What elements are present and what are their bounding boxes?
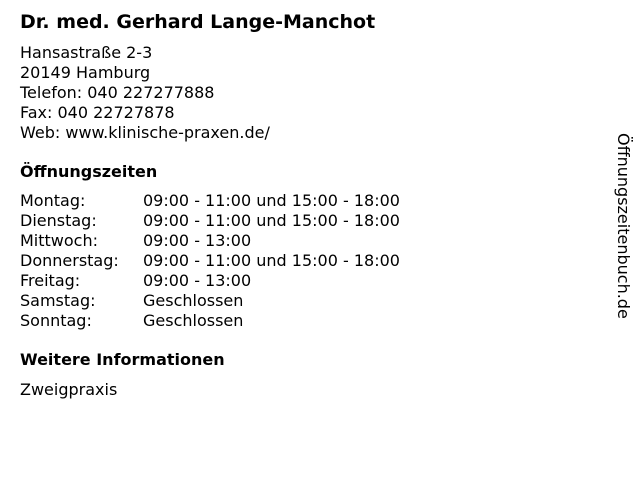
hours-day: Montag: — [20, 191, 86, 210]
hours-time: 09:00 - 11:00 und 15:00 - 18:00 — [143, 211, 400, 230]
hours-day: Freitag: — [20, 271, 81, 290]
hours-day: Samstag: — [20, 291, 96, 310]
hours-row-tuesday — [20, 211, 600, 231]
hours-time: Geschlossen — [143, 311, 244, 330]
further-info-heading: Weitere Informationen — [20, 350, 225, 369]
hours-row-friday — [20, 271, 600, 291]
hours-day: Dienstag: — [20, 211, 97, 230]
brand-watermark — [613, 133, 633, 363]
city-line: 20149 Hamburg — [20, 63, 151, 82]
fax-line: Fax: 040 22727878 — [20, 103, 175, 122]
further-info-text: Zweigpraxis — [20, 380, 118, 399]
practice-name: Dr. med. Gerhard Lange-Manchot — [20, 11, 376, 33]
hours-day: Mittwoch: — [20, 231, 98, 250]
hours-time: Geschlossen — [143, 291, 244, 310]
hours-row-monday — [20, 191, 600, 211]
hours-row-thursday — [20, 251, 600, 271]
street-line: Hansastraße 2-3 — [20, 43, 153, 62]
hours-row-saturday — [20, 291, 600, 311]
hours-row-wednesday — [20, 231, 600, 251]
hours-day: Sonntag: — [20, 311, 92, 330]
hours-time: 09:00 - 13:00 — [143, 231, 252, 250]
hours-day: Donnerstag: — [20, 251, 119, 270]
practice-card — [20, 10, 600, 400]
hours-time: 09:00 - 11:00 und 15:00 - 18:00 — [143, 251, 400, 270]
opening-hours-heading: Öffnungszeiten — [20, 162, 158, 181]
web-line: Web: www.klinische-praxen.de/ — [20, 123, 270, 142]
brand-site-name: Öffnungszeitenbuch.de — [614, 133, 633, 319]
phone-line: Telefon: 040 227277888 — [20, 83, 215, 102]
hours-time: 09:00 - 11:00 und 15:00 - 18:00 — [143, 191, 400, 210]
practice-address — [20, 43, 600, 143]
opening-hours-table — [20, 191, 600, 331]
hours-time: 09:00 - 13:00 — [143, 271, 252, 290]
hours-row-sunday — [20, 311, 600, 331]
